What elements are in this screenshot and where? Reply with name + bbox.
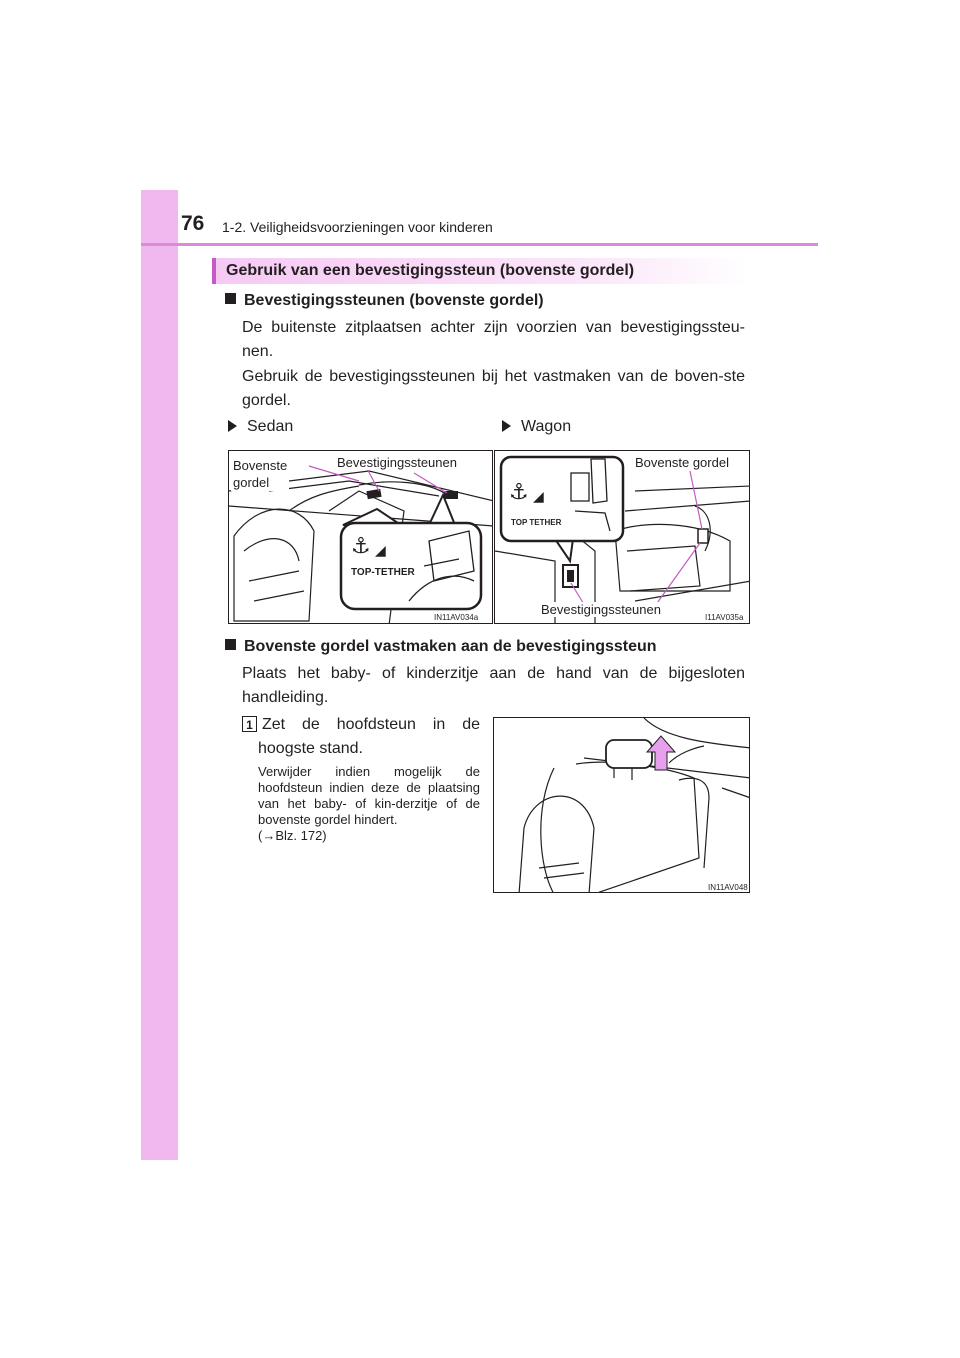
svg-text:◢: ◢ bbox=[375, 543, 386, 559]
svg-text:⚓: ⚓ bbox=[509, 480, 529, 505]
paragraph-anchors: De buitenste zitplaatsen achter zijn voorzien van bevestigingssteu-nen. bbox=[242, 319, 745, 360]
header-rule bbox=[141, 243, 818, 246]
side-band bbox=[141, 190, 178, 1160]
heading-attach-strap bbox=[225, 638, 657, 656]
chapter-title: 1-2. Veiligheidsvoorzieningen voor kinderen bbox=[222, 219, 493, 235]
headrest-figure-code: IN11AV048 bbox=[708, 883, 748, 892]
wagon-illustration bbox=[495, 451, 750, 624]
heading-text: Bevestigingssteunen (bovenste gordel) bbox=[244, 292, 544, 309]
page-reference: (→Blz. 172) bbox=[258, 828, 327, 843]
paragraph-use-anchors: Gebruik de bevestigingssteunen bij het vastmaken van de boven-ste gordel. bbox=[242, 368, 745, 409]
figure-wagon bbox=[494, 450, 750, 624]
triangle-bullet-icon bbox=[228, 420, 237, 432]
page-number: 76 bbox=[181, 212, 205, 235]
triangle-bullet-icon bbox=[502, 420, 511, 432]
step-note bbox=[258, 764, 480, 844]
square-bullet-icon bbox=[225, 293, 236, 304]
figure-headrest bbox=[493, 717, 750, 893]
variant-label: Sedan bbox=[247, 418, 294, 435]
variant-sedan bbox=[228, 418, 293, 436]
variant-wagon bbox=[502, 418, 571, 436]
variant-label: Wagon bbox=[521, 418, 572, 435]
heading-anchors bbox=[225, 292, 544, 310]
figure-sedan bbox=[228, 450, 493, 624]
wagon-symbol-text: TOP TETHER bbox=[511, 518, 562, 527]
svg-text:⚓: ⚓ bbox=[351, 534, 371, 559]
note-text: Verwijder indien mogelijk de hoofdsteun indien deze de plaatsing van het baby- of kin-derzitje of de bovenste gordel hindert. bbox=[258, 764, 480, 827]
svg-text:◢: ◢ bbox=[533, 489, 544, 505]
heading-text: Bovenste gordel vastmaken aan de bevestigingssteun bbox=[244, 638, 657, 655]
wagon-label-anchors: Bevestigingssteunen bbox=[541, 602, 661, 617]
paragraph-install-seat: Plaats het baby- of kinderzitje aan de hand van de bijgesloten handleiding. bbox=[242, 665, 745, 706]
headrest-illustration bbox=[494, 718, 750, 893]
sedan-label-top-strap: Bovenste gordel bbox=[233, 458, 288, 490]
square-bullet-icon bbox=[225, 639, 236, 650]
sedan-figure-code: IN11AV034a bbox=[434, 613, 479, 622]
wagon-label-top-strap: Bovenste gordel bbox=[635, 455, 729, 470]
step-number: 1 bbox=[242, 716, 257, 732]
wagon-figure-code: I11AV035a bbox=[705, 613, 744, 622]
sedan-symbol-text: TOP-TETHER bbox=[351, 567, 415, 578]
step-text: Zet de hoofdsteun in de hoogste stand. bbox=[258, 716, 480, 757]
sedan-label-anchors: Bevestigingssteunen bbox=[337, 455, 457, 470]
section-title: Gebruik van een bevestigingssteun (bovenste gordel) bbox=[226, 262, 635, 279]
